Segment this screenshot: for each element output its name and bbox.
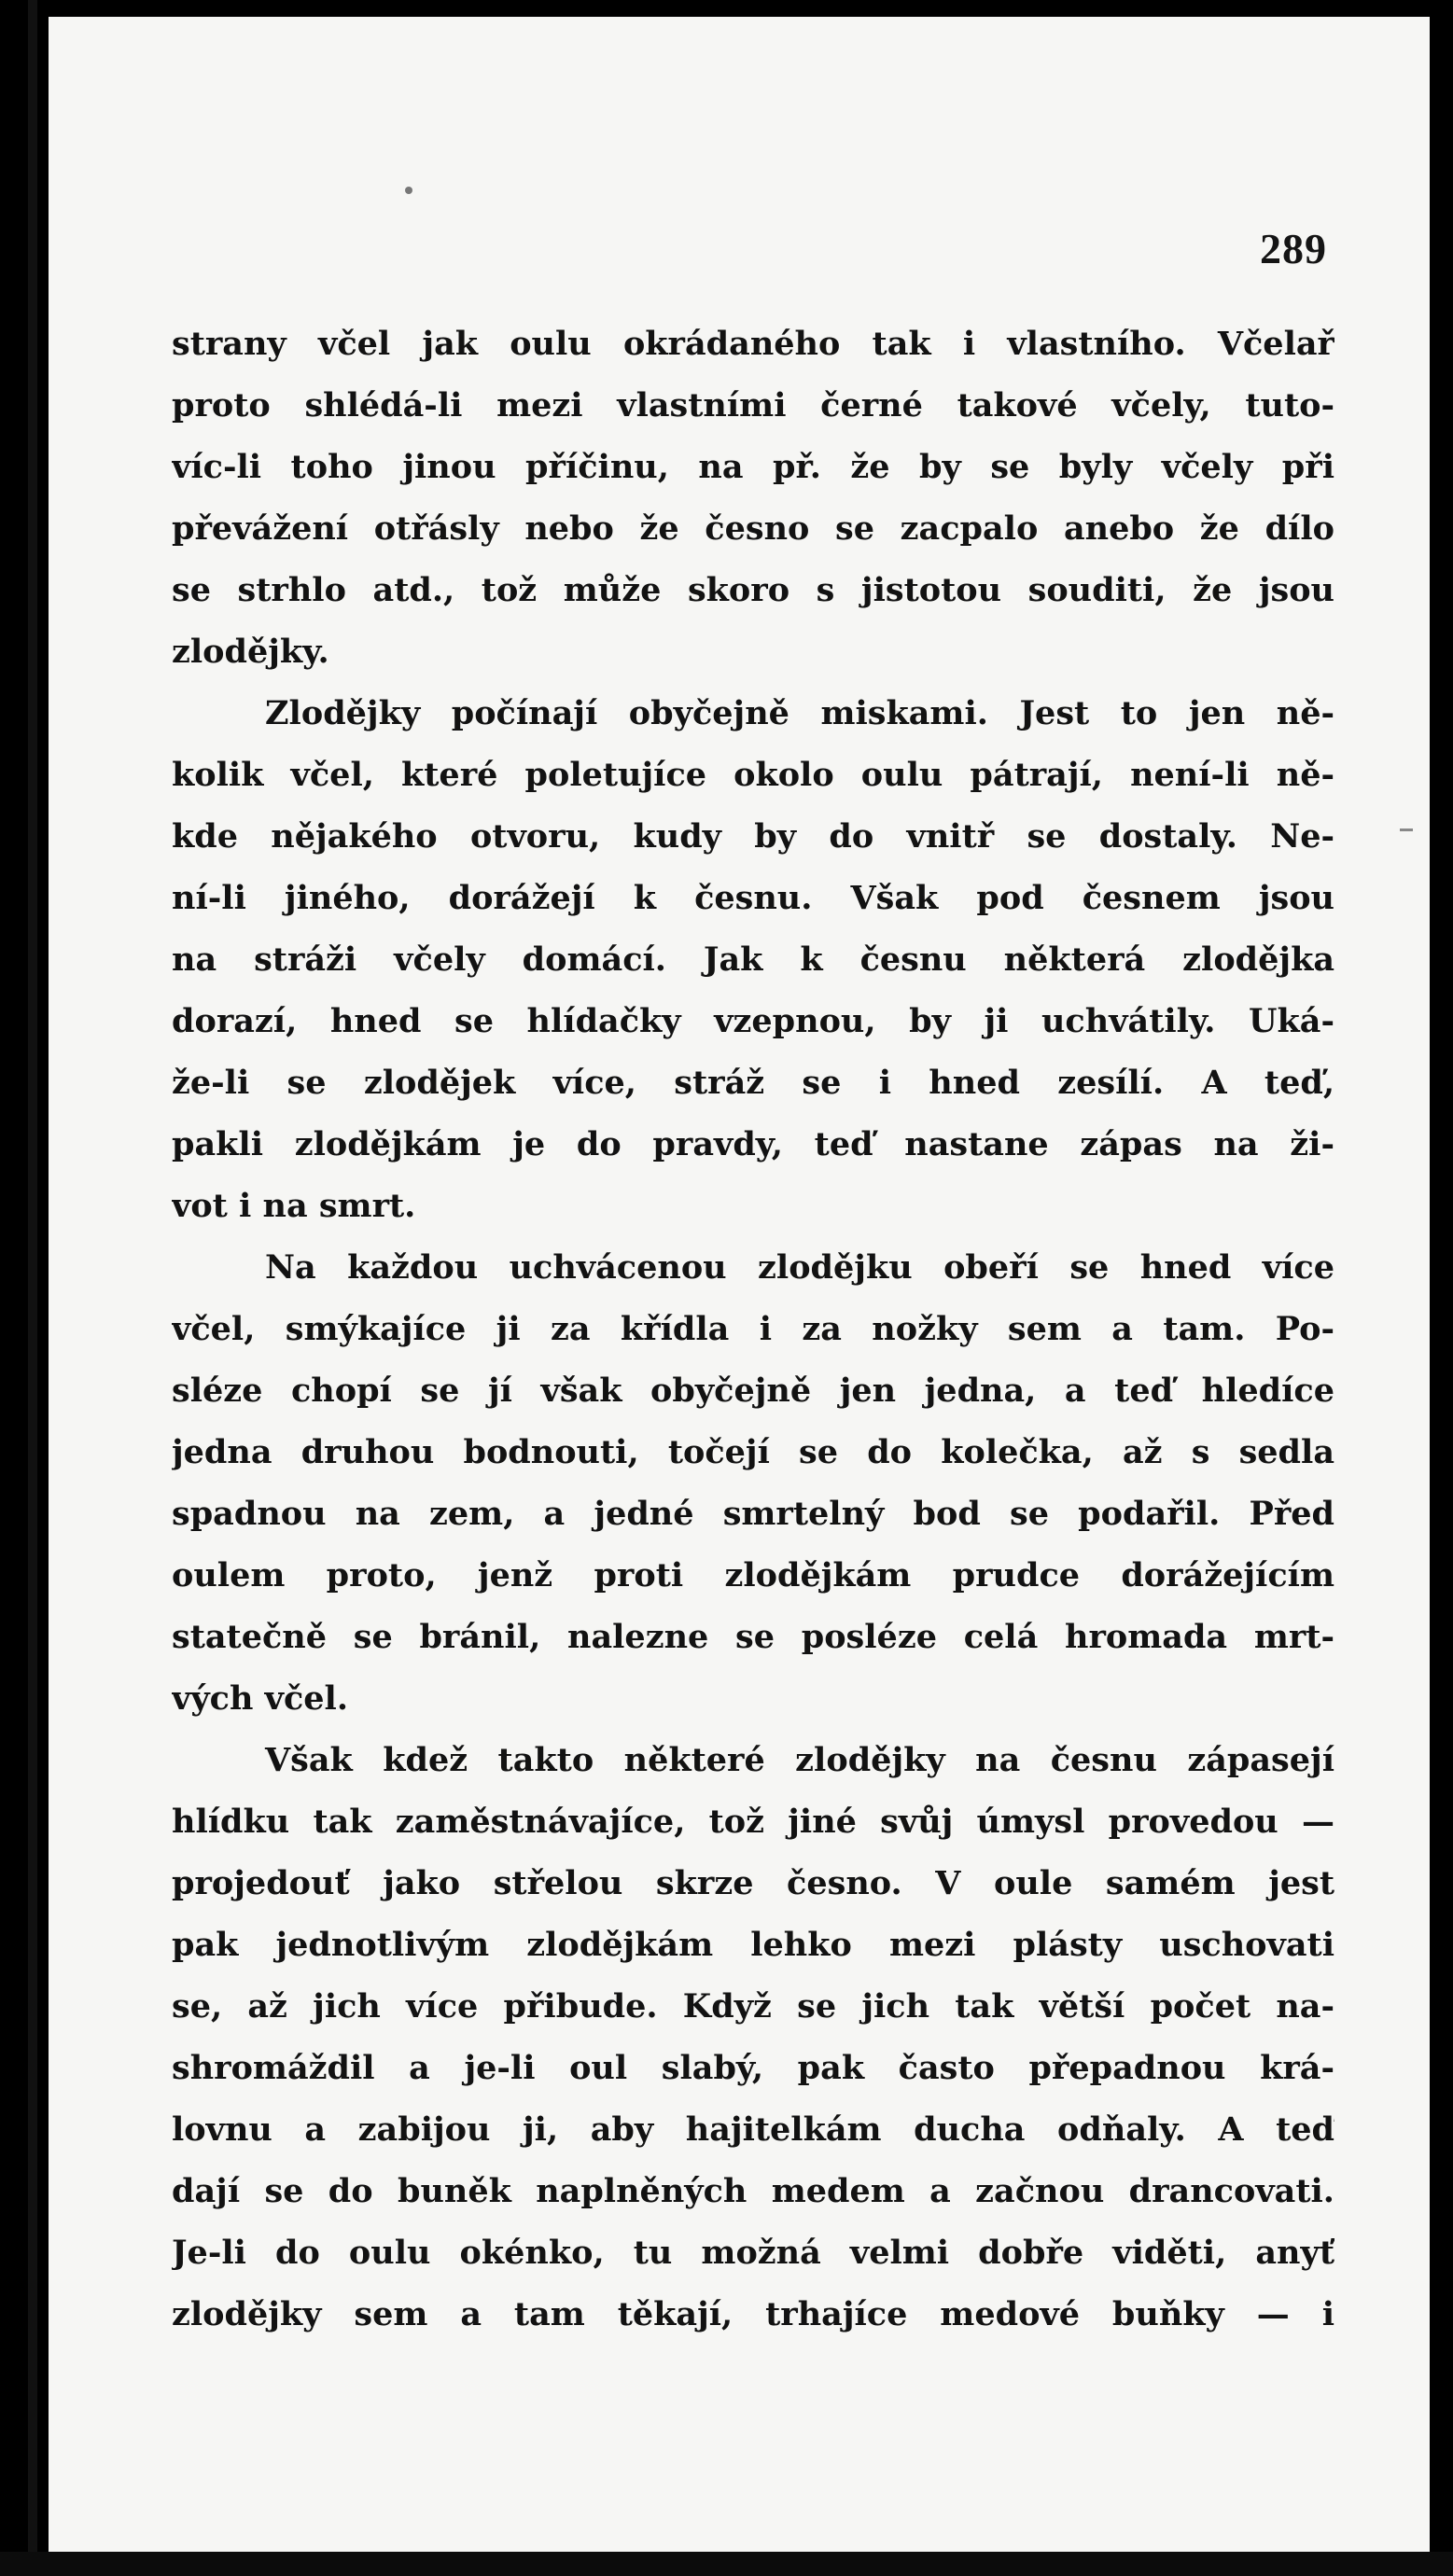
- text-line: Však kdež takto některé zlodějky na česnu zápasejí: [265, 1741, 1334, 1779]
- text-line: dorazí, hned se hlídačky vzepnou, by ji uchvátily. Uká-: [172, 1002, 1334, 1040]
- text-line: Na každou uchvácenou zlodějku obeří se hned více: [265, 1248, 1334, 1287]
- text-line: lovnu a zabijou ji, aby hajitelkám ducha odňaly. A teď: [172, 2110, 1334, 2149]
- text-line: převážení otřásly nebo že česno se zacpalo anebo že dílo: [172, 509, 1334, 548]
- page-number: 289: [1260, 225, 1327, 272]
- text-line: se strhlo atd., tož může skoro s jistotou souditi, že jsou: [172, 571, 1334, 609]
- text-line: vých včel.: [172, 1679, 349, 1718]
- text-line: jedna druhou bodnouti, točejí se do kolečka, až s sedla: [172, 1433, 1334, 1471]
- scan-bottom-edge: [0, 2552, 1453, 2576]
- text-line: kolik včel, které poletujíce okolo oulu pátrají, není-li ně-: [172, 756, 1334, 794]
- text-line: ní-li jiného, dorážejí k česnu. Však pod česnem jsou: [172, 879, 1334, 917]
- text-line: víc-li toho jinou příčinu, na př. že by se byly včely při: [172, 448, 1334, 486]
- text-line: pakli zlodějkám je do pravdy, teď nastane zápas na ži-: [172, 1125, 1334, 1163]
- margin-mark: [1400, 828, 1413, 831]
- text-line: zlodějky sem a tam těkají, trhajíce medové buňky — i: [172, 2295, 1334, 2333]
- text-line: sléze chopí se jí však obyčejně jen jedna, a teď hledíce: [172, 1372, 1334, 1410]
- text-line: zlodějky.: [172, 633, 329, 671]
- text-line: hlídku tak zaměstnávajíce, tož jiné svůj úmysl provedou —: [172, 1803, 1334, 1841]
- text-line: dají se do buněk naplněných medem a začnou drancovati.: [172, 2172, 1334, 2210]
- book-spine-edge: [28, 0, 37, 2576]
- text-line: že-li se zlodějek více, stráž se i hned zesílí. A teď,: [172, 1064, 1334, 1102]
- text-line: kde nějakého otvoru, kudy by do vnitř se dostaly. Ne-: [172, 817, 1334, 856]
- text-line: na stráži včely domácí. Jak k česnu některá zlodějka: [172, 940, 1334, 979]
- text-line: proto shlédá-li mezi vlastními černé takové včely, tuto-: [172, 386, 1334, 425]
- text-line: pak jednotlivým zlodějkám lehko mezi plásty uschovati: [172, 1926, 1334, 1964]
- text-line: shromáždil a je-li oul slabý, pak často přepadnou krá-: [172, 2049, 1334, 2087]
- text-line: projedouť jako střelou skrze česno. V oule samém jest: [172, 1864, 1334, 1902]
- text-line: spadnou na zem, a jedné smrtelný bod se podařil. Před: [172, 1495, 1334, 1533]
- book-page: [49, 17, 1430, 2569]
- text-line: statečně se bránil, nalezne se posléze celá hromada mrt-: [172, 1618, 1334, 1656]
- text-line: strany včel jak oulu okrádaného tak i vlastního. Včelař: [172, 325, 1334, 363]
- text-line: Zlodějky počínají obyčejně miskami. Jest to jen ně-: [265, 694, 1334, 732]
- text-line: se, až jich více přibude. Když se jich tak větší počet na-: [172, 1987, 1334, 2026]
- text-line: oulem proto, jenž proti zlodějkám prudce dorážejícím: [172, 1556, 1334, 1594]
- margin-speck: [405, 187, 412, 194]
- text-line: vot i na smrt.: [172, 1187, 416, 1225]
- text-line: včel, smýkajíce ji za křídla i za nožky sem a tam. Po-: [172, 1310, 1334, 1348]
- body-text: [172, 313, 1334, 2346]
- text-line: Je-li do oulu okénko, tu možná velmi dobře viděti, anyť: [172, 2234, 1334, 2272]
